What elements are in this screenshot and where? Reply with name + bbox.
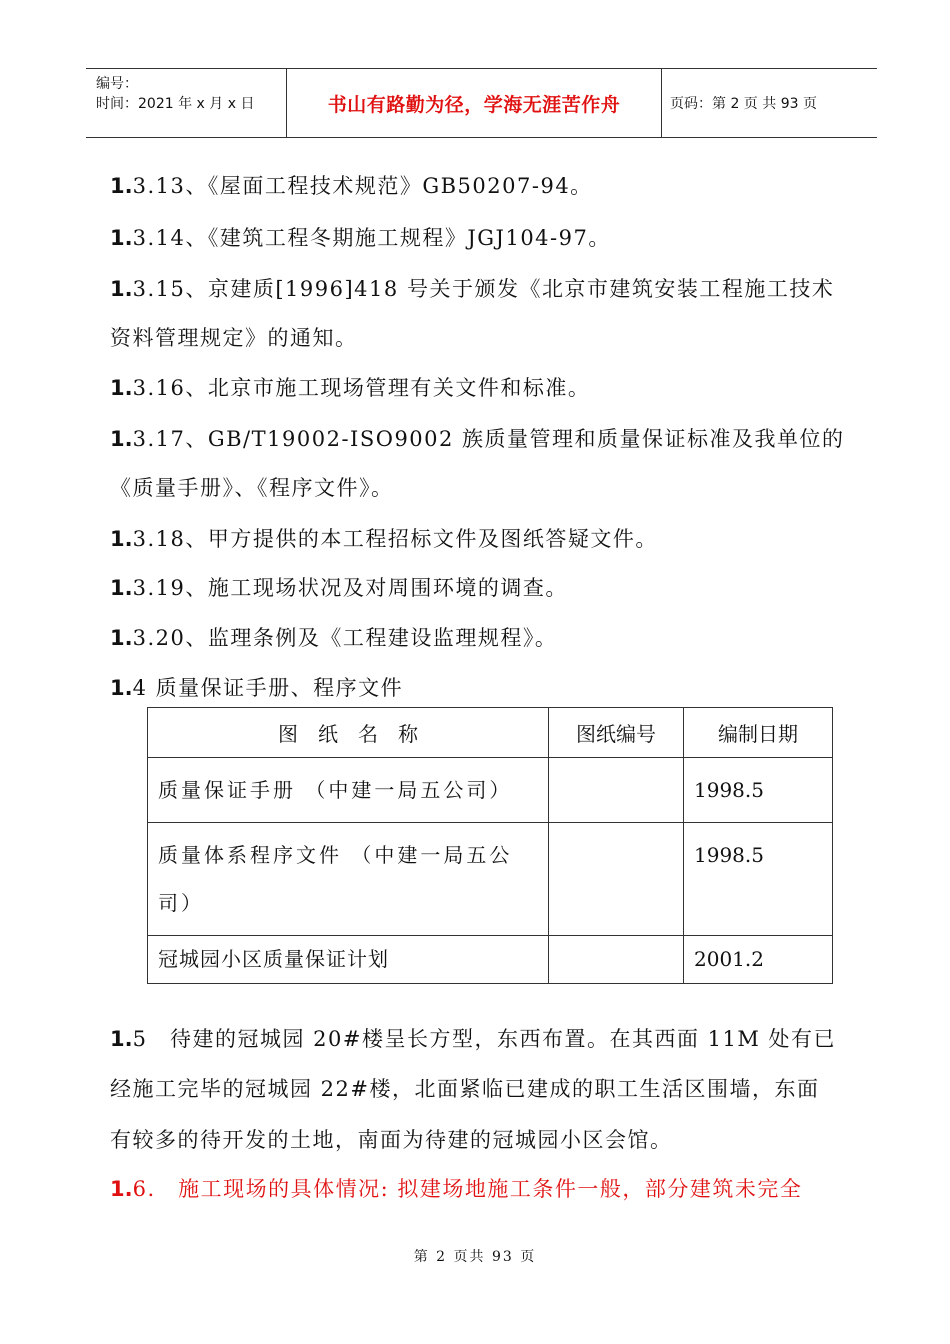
highlighted-paragraph-line: 1.6. 施工现场的具体情况: 拟建场地施工条件一般，部分建筑未完全 (110, 1177, 803, 1201)
cell-name: 质量保证手册 （中建一局五公司） (148, 758, 549, 823)
clause-line: 1.3.14、《建筑工程冬期施工规程》JGJ104-97。 (110, 226, 611, 250)
number-label: 编号： (96, 76, 138, 92)
page-footer: 第 2 页共 93 页 (413, 1249, 537, 1265)
clause-line: 1.3.17、GB/T19002-ISO9002 族质量管理和质量保证标准及我单位的 (110, 427, 845, 451)
cell-name: 质量体系程序文件 （中建一局五公司） (148, 823, 549, 936)
cell-date: 2001.2 (684, 936, 833, 984)
clause-line: 1.3.20、监理条例及《工程建设监理规程》。 (110, 626, 558, 650)
header-motto: 书山有路勤为径，学海无涯苦作舟 (287, 69, 662, 137)
cell-date: 1998.5 (684, 823, 833, 936)
clause-line: 1.3.18、甲方提供的本工程招标文件及图纸答疑文件。 (110, 527, 658, 551)
table-row (148, 758, 833, 823)
table-row (148, 936, 833, 984)
cell-date: 1998.5 (684, 758, 833, 823)
table-row (148, 823, 833, 936)
cell-number (549, 936, 684, 984)
paragraph-line: 有较多的待开发的土地，南面为待建的冠城园小区会馆。 (110, 1128, 673, 1152)
cell-name: 冠城园小区质量保证计划 (148, 936, 549, 984)
clause-line: 1.3.13、《屋面工程技术规范》GB50207-94。 (110, 174, 593, 198)
header-meta (86, 69, 287, 137)
header-cell-date: 编制日期 (684, 708, 833, 758)
clause-line: 1.3.19、施工现场状况及对周围环境的调查。 (110, 576, 568, 600)
clause-line: 1.3.16、北京市施工现场管理有关文件和标准。 (110, 376, 591, 400)
header-cell-name: 图 纸 名 称 (148, 708, 549, 758)
paragraph-line: 1.5 待建的冠城园 20#楼呈长方型，东西布置。在其西面 11M 处有已 (110, 1027, 837, 1051)
time-label: 时间：2021 年 x 月 x 日 (96, 96, 255, 112)
clause-line-continued: 资料管理规定》的通知。 (110, 326, 358, 350)
page-header (86, 68, 877, 138)
cell-number (549, 758, 684, 823)
cell-number (549, 823, 684, 936)
section-heading: 1.4 质量保证手册、程序文件 (110, 676, 404, 700)
header-cell-number: 图纸编号 (549, 708, 684, 758)
paragraph-line: 经施工完毕的冠城园 22#楼，北面紧临已建成的职工生活区围墙，东面 (110, 1077, 820, 1101)
clause-line: 1.3.15、京建质[1996]418 号关于颁发《北京市建筑安装工程施工技术 (110, 277, 835, 301)
document-table (147, 707, 833, 984)
table-header-row (148, 708, 833, 758)
header-page-info: 页码：第 2 页 共 93 页 (670, 96, 817, 112)
clause-line-continued: 《质量手册》、《程序文件》。 (110, 476, 394, 500)
